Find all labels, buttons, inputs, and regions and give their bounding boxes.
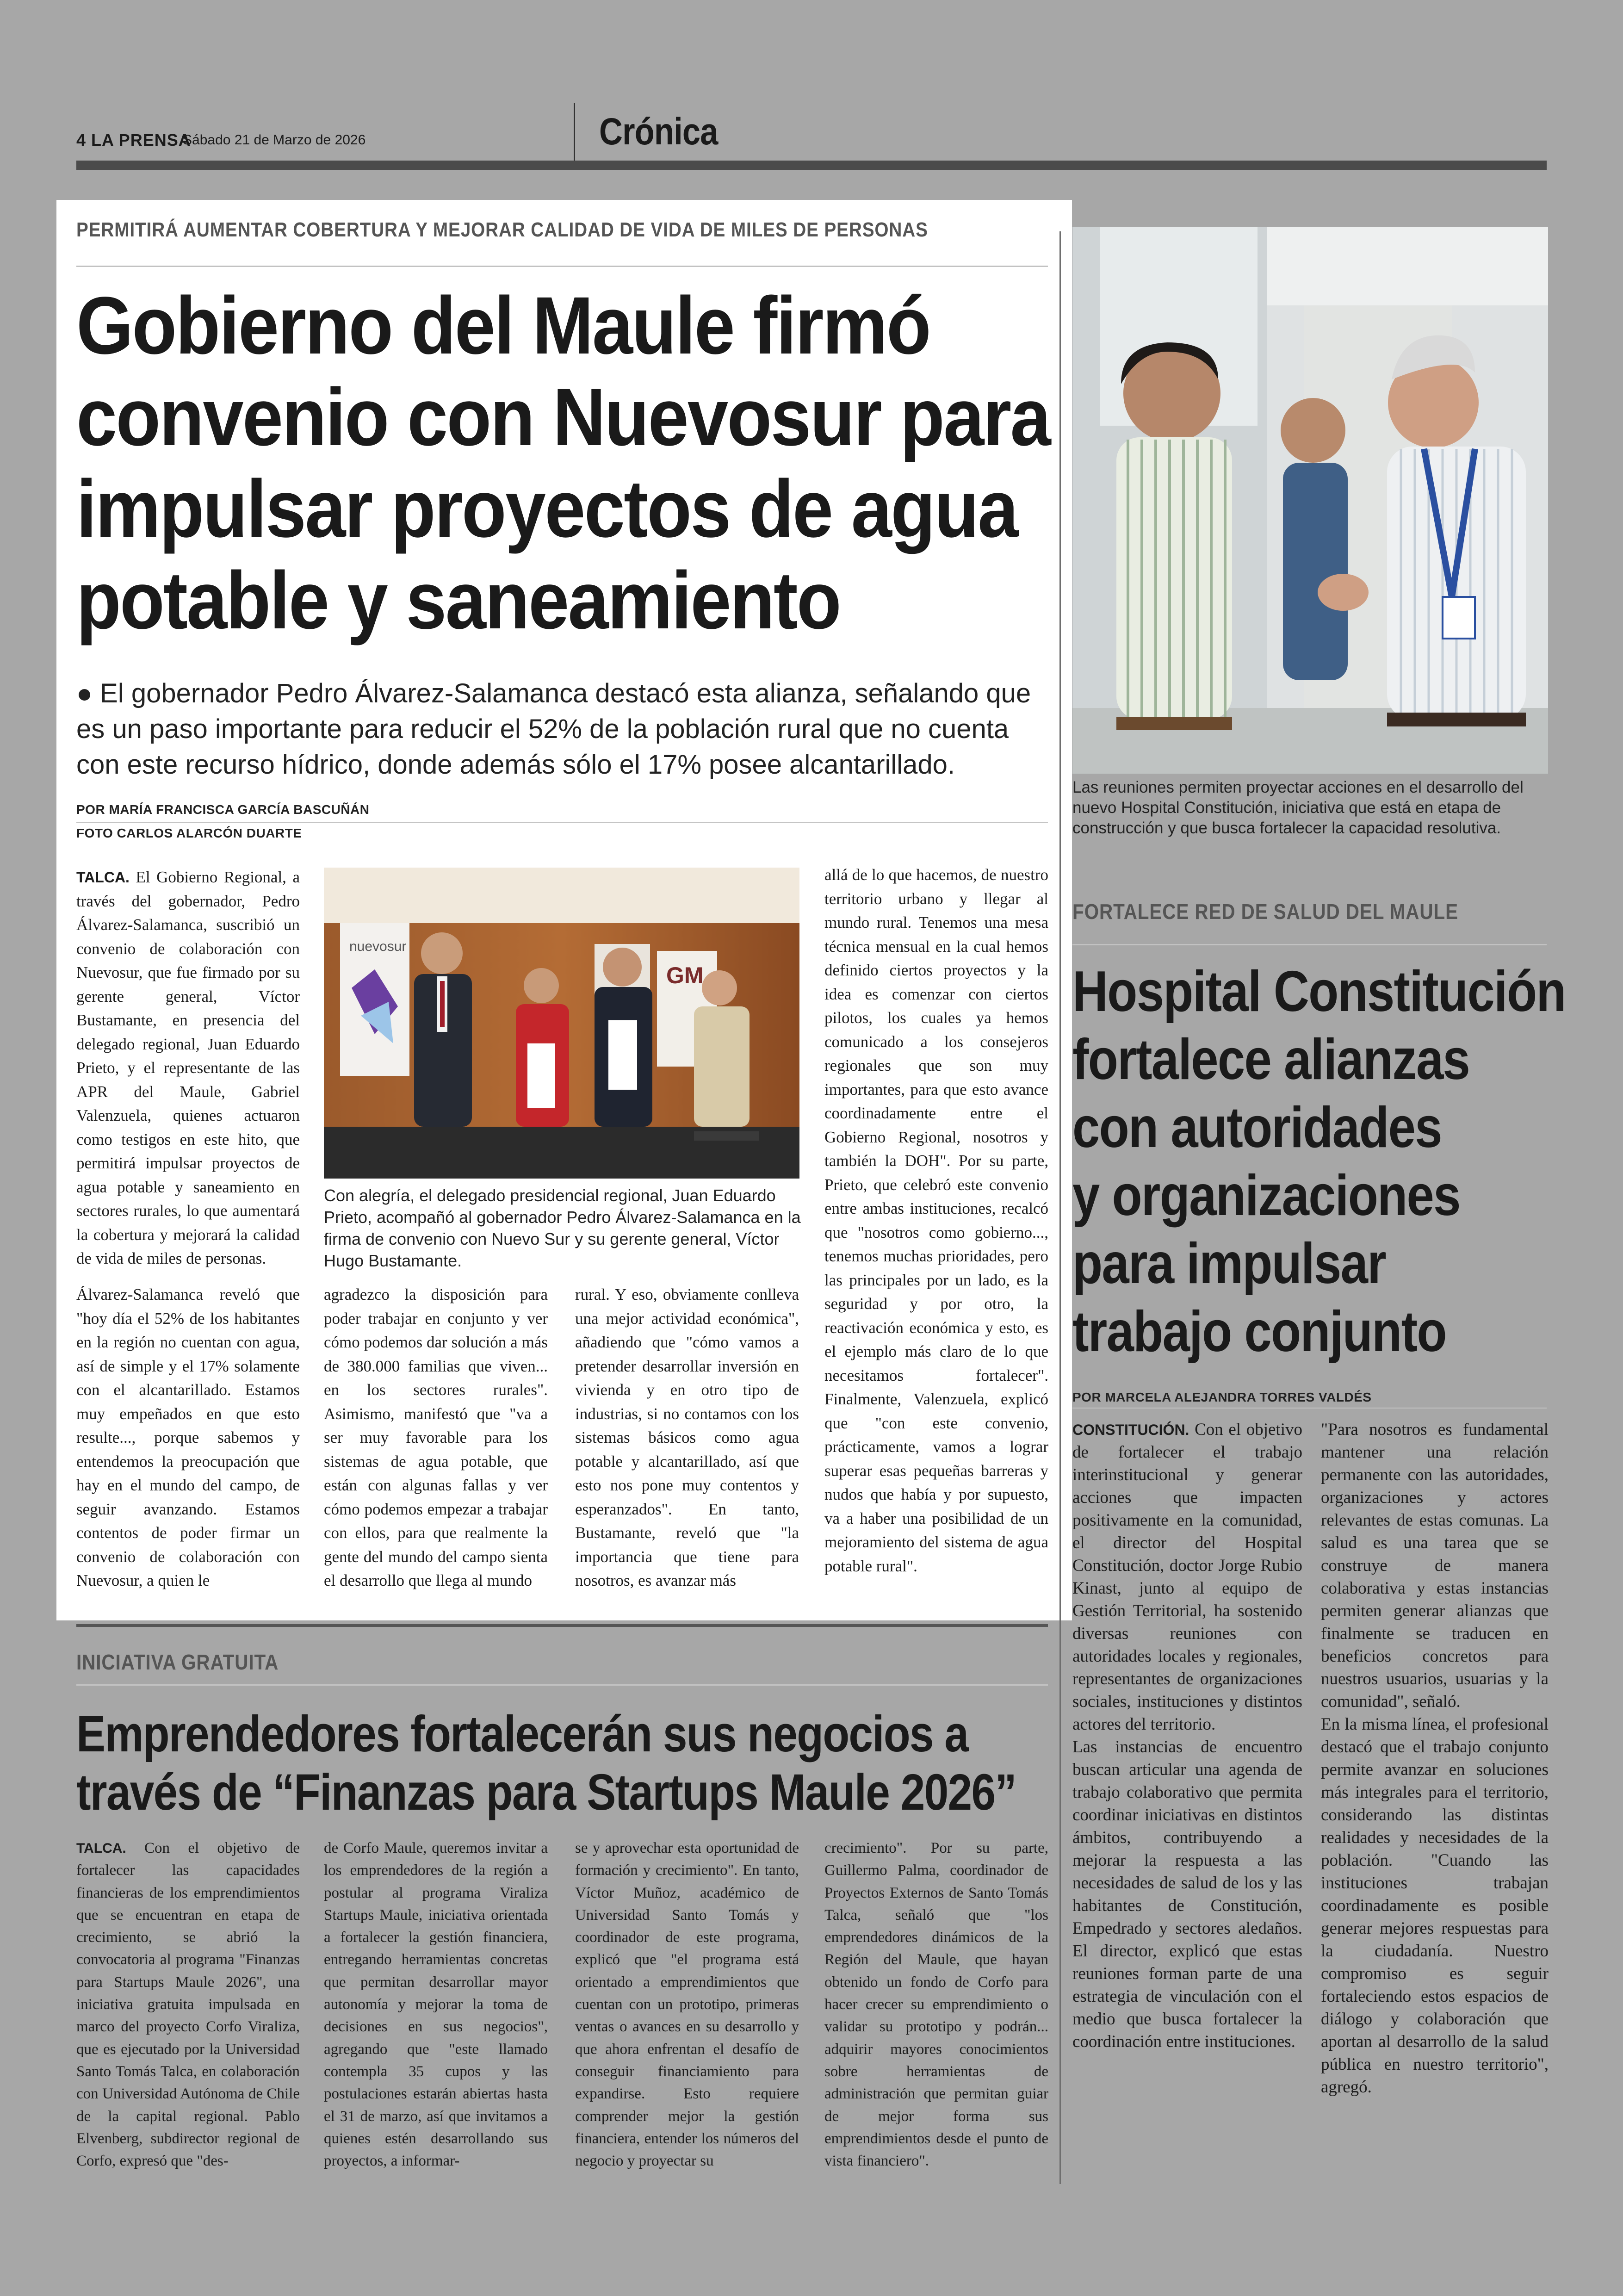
bottom-col-1: [76, 1837, 300, 2172]
right-kicker-rule: [1072, 944, 1547, 945]
col-text: Álvarez-Salamanca reveló que "hoy día el 52% de los habitantes en la región no cuentan con agua, así de simple y el 17% solamente con el alcantarillado. Estamos muy empeñados en que esto resulte..., porque sabemos y entendemos la preocupación que hay en el mundo del campo, de seguir avanzando. Estamos contentos de poder firmar un convenio de colaboración con Nuevosur, a quien le: [76, 1285, 300, 1589]
kicker-rule: [76, 266, 1048, 267]
main-col-2: [324, 1283, 548, 1593]
dateline: TALCA.: [76, 869, 130, 886]
hospital-photo-illustration: [1072, 227, 1548, 774]
col-text: Con el objetivo de fortalecer el trabajo interinstitucional y generar acciones que impacten positivamente en la comunidad, el director del Hospital Constitución, doctor Jorge Rubio Kinast, junto al equipo de Gestión Territorial, ha sostenido diversas reuniones con autoridades locales y regionales, representantes de organizaciones sociales, instituciones y distintos actores del territorio.: [1072, 1420, 1302, 1734]
issue-date: Sábado 21 de Marzo de 2026: [183, 132, 366, 148]
main-lead: [76, 676, 1050, 782]
byline-photo: FOTO CARLOS ALARCÓN DUARTE: [76, 826, 302, 840]
col-text: de Corfo Maule, queremos invitar a los emprendedores de la región a postular al programa Viraliza Startups Maule, iniciativa orientada a fortalecer la gestión financiera, entregando herramientas concretas que permitan desarrollar mayor autonomía y mejorar la toma de decisiones en sus negocios", agregando que "este llamado contempla 35 cupos y las postulaciones estarán abiertas hasta el 31 de marzo, así que invitamos a quienes estén desarrollando sus proyectos, a informar-: [324, 1840, 548, 2170]
signing-photo-illustration: [324, 868, 799, 1179]
dateline: CONSTITUCIÓN.: [1072, 1421, 1189, 1438]
col-text: "Para nosotros es fundamental mantener una relación permanente con las autoridades, organizaciones y actores relevantes de estas comunas. La salud es una tarea que se construye de manera colaborativa y estas instancias permiten generar alianzas que finalmente se traducen en beneficios concretos para nuestros usuarios, usuarias y la comunidad", señaló.: [1321, 1420, 1549, 1711]
main-kicker: PERMITIRÁ AUMENTAR COBERTURA Y MEJORAR CALIDAD DE VIDA DE MILES DE PERSONAS: [76, 218, 928, 241]
col-text: En la misma línea, el profesional destacó que el trabajo conjunto permite avanzar en soluciones más integrales para el territorio, considerando las distintas realidades y necesidades de la población. "Cuando las instituciones trabajan coordinadamente es posible generar mejores respuestas para la ciudadanía. Nuestro compromiso es seguir fortaleciendo estos espacios de diálogo y colaboración que aportan al desarrollo de la salud pública en nuestro territorio", agregó.: [1321, 1715, 1549, 2097]
main-col-3: [575, 1283, 799, 1593]
bottom-kicker: INICIATIVA GRATUITA: [76, 1650, 279, 1674]
right-headline: [1072, 958, 1623, 1366]
headline-line: Gobierno del Maule firmó: [76, 280, 930, 371]
signing-photo: [324, 868, 799, 1179]
headline-line: fortalece alianzas: [1072, 1028, 1470, 1092]
main-col-4: [824, 863, 1048, 1578]
right-kicker: FORTALECE RED DE SALUD DEL MAULE: [1072, 900, 1459, 924]
main-headline: [76, 280, 1158, 646]
headline-line: potable y saneamiento: [76, 555, 840, 646]
bottom-article-rule: [76, 1624, 1048, 1627]
main-col-1-top: [76, 865, 300, 1271]
header-rule: [76, 161, 1547, 170]
headline-line: Hospital Constitución: [1072, 960, 1566, 1024]
headline-line: través de “Finanzas para Startups Maule 2026”: [76, 1764, 1016, 1821]
col-text: El Gobierno Regional, a través del gobernador, Pedro Álvarez-Salamanca, suscribió un convenio de colaboración con Nuevosur, que fue firmado por su gerente general, Víctor Bustamante, en presencia del delegado regional, Juan Eduardo Prieto, y el representante de las APR del Maule, Gabriel Valenzuela, quienes actuaron como testigos en este hito, que permitirá impulsar proyectos de agua potable y saneamiento en sectores rurales, lo que aumentará la cobertura y mejorará la calidad de vida de miles de personas.: [76, 868, 300, 1267]
page-number: 4 LA PRENSA: [76, 130, 191, 149]
bottom-headline: [76, 1705, 1169, 1822]
bottom-kicker-rule: [76, 1684, 1048, 1686]
headline-line: convenio con Nuevosur para: [76, 372, 1050, 463]
section-title: Crónica: [599, 111, 718, 153]
col-text: Las instancias de encuentro buscan articular una agenda de trabajo colaborativo que permita coordinar iniciativas en distintos ámbitos, contribuyendo a mejorar la respuesta a las necesidades de salud de los y las habitantes de Constitución, Empedrado y sectores aledaños. El director, explicó que estas reuniones forman parte de una estrategia de vinculación con el medio que busca fortalecer la coordinación entre instituciones.: [1072, 1738, 1302, 2051]
column-divider: [1059, 231, 1061, 2184]
col-text: agradezco la disposición para poder trabajar en conjunto y ver cómo podemos dar solución a más de 380.000 familias que viven... en los sectores rurales". Asimismo, manifestó que "va a ser muy favorable para los sistemas de agua potable, que están con algunas fallas y ver cómo podemos empezar a trabajar con ellos, para que realmente la gente del mundo del campo sienta el desarrollo que llega al mundo: [324, 1285, 548, 1589]
right-col-2: [1321, 1418, 1549, 2098]
hospital-meeting-photo: [1072, 227, 1548, 774]
bottom-col-4: [824, 1837, 1048, 2172]
col-text: rural. Y eso, obviamente conlleva una mejor actividad económica", añadiendo que "cómo vamos a pretender desarrollar inversión en vivienda y en otro tipo de industrias, si no contamos con los sistemas básicos como agua potable y alcantarillado, así que esto nos pone muy contentos y esperanzados". En tanto, Bustamante, reveló que "la importancia que tiene para nosotros, es avanzar más: [575, 1285, 799, 1589]
banner-right-text: GM: [666, 962, 704, 988]
bullet-icon: ●: [76, 678, 93, 708]
header-divider: [574, 103, 575, 162]
bottom-col-3: [575, 1837, 799, 2172]
col-text: Con el objetivo de fortalecer las capacidades financieras de los emprendimientos que se encuentran en etapa de crecimiento, se abrió la convocatoria al programa "Finanzas para Startups Maule 2026", una iniciativa gratuita impulsada en marco del proyecto Corfo Viraliza, que es ejecutado por la Universidad Santo Tomás Talca, en colaboración con Universidad Autónoma de Chile de la capital regional. Pablo Elvenberg, subdirector regional de Corfo, expresó que "des-: [76, 1840, 300, 2170]
bottom-col-2: [324, 1837, 548, 2172]
col-text: crecimiento". Por su parte, Guillermo Palma, coordinador de Proyectos Externos de Santo Tomás Talca, señaló que "los emprendedores dinámicos de la Región del Maule, que hayan obtenido un fondo de Corfo para hacer crecer su emprendimiento o validar su prototipo y podrán... adquirir mayores conocimientos sobre herramientas de administración que permitan guiar de mejor forma sus emprendimientos desde el punto de vista financiero".: [824, 1840, 1048, 2170]
right-photo-caption: Las reuniones permiten proyectar acciones en el desarrollo del nuevo Hospital Constitución, iniciativa que está en etapa de construcción y que busca fortalecer la capacidad resolutiva.: [1072, 778, 1524, 837]
right-byline: POR MARCELA ALEJANDRA TORRES VALDÉS: [1072, 1390, 1372, 1404]
headline-line: y organizaciones: [1072, 1164, 1460, 1228]
lead-text: El gobernador Pedro Álvarez-Salamanca destacó esta alianza, señalando que es un paso importante para reducir el 52% de la población rural que no cuenta con este recurso hídrico, donde además sólo el 17% posee alcantarillado.: [76, 678, 1031, 780]
dateline: TALCA.: [76, 1841, 126, 1856]
col-text: allá de lo que hacemos, de nuestro territorio urbano y llegar al mundo rural. Tenemos una mesa técnica mensual en la cual hemos definido ciertos proyectos y la idea es comenzar con ciertos pilotos, los cuales ya hemos comunicado a los consejeros regionales que son muy importantes, para que esto avance coordinadamente entre el Gobierno Regional, nosotros y también la DOH". Por su parte, Prieto, que celebró este convenio entre ambas instituciones, recalcó que "nosotros como gobierno..., tenemos muchas prioridades, pero las principales por un lado, es la seguridad y por otro, la reactivación económica y esto, es el ejemplo más claro de lo que necesitamos fortalecer". Finalmente, Valenzuela, explicó que "con este convenio, prácticamente, vamos a lograr superar esas pequeñas barreras y nudos que había y por supuesto, va a haber una posibilidad de un mejoramiento del sistema de agua potable rural".: [824, 866, 1048, 1575]
main-photo-caption: Con alegría, el delegado presidencial regional, Juan Eduardo Prieto, acompañó al gobernador Pedro Álvarez-Salamanca en la firma de convenio con Nuevo Sur y su gerente general, Víctor Hugo Bustamante.: [324, 1186, 801, 1270]
col-text: se y aprovechar esta oportunidad de formación y crecimiento". En tanto, Víctor Muñoz, académico de Universidad Santo Tomás y coordinador de este programa, explicó que "el programa está orientado a emprendimientos que cuentan con un prototipo, primeras ventas o avances en su desarrollo y que ahora enfrentan el desafío de conseguir financiamiento para expandirse. Esto requiere comprender mejor la gestión financiera, entender los números del negocio y proyectar su: [575, 1840, 799, 2170]
headline-line: impulsar proyectos de agua: [76, 464, 1017, 554]
main-col-1-bottom: [76, 1283, 300, 1593]
byline-author: POR MARÍA FRANCISCA GARCÍA BASCUÑÁN: [76, 802, 370, 817]
headline-line: trabajo conjunto: [1072, 1300, 1446, 1364]
right-byline-rule: [1072, 1408, 1547, 1409]
headline-line: para impulsar: [1072, 1232, 1386, 1296]
banner-brand-text: nuevosur: [349, 939, 407, 954]
headline-line: con autoridades: [1072, 1096, 1442, 1160]
headline-line: Emprendedores fortalecerán sus negocios a: [76, 1706, 968, 1762]
